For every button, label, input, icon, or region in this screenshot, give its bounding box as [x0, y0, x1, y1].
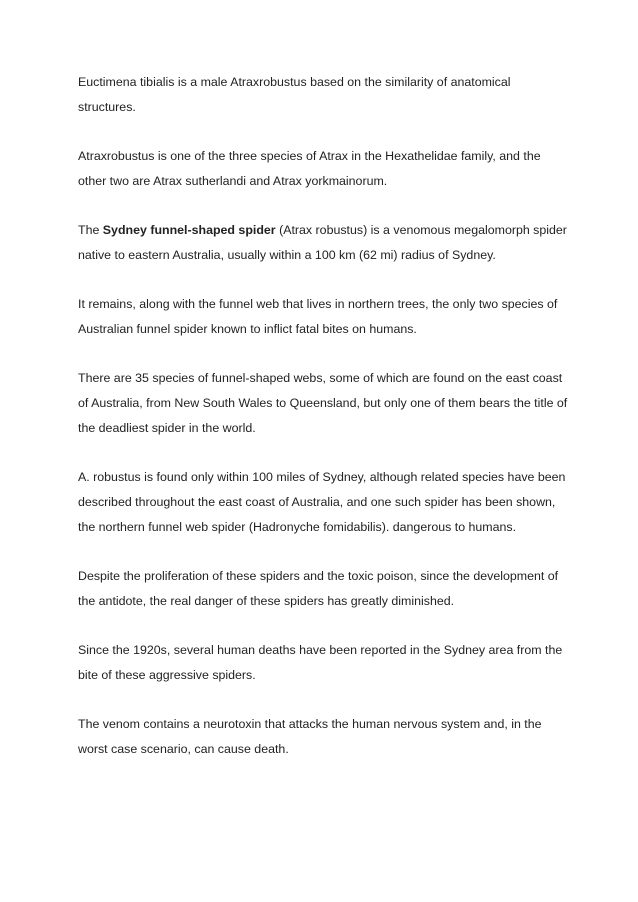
paragraph-3: [78, 218, 568, 268]
paragraph-3-prefix: The: [78, 223, 103, 237]
paragraph-2: Atraxrobustus is one of the three species of Atrax in the Hexathelidae family, and the other two are Atrax sutherlandi and Atrax yorkmainorum.: [78, 149, 541, 188]
document-body: [78, 70, 568, 786]
paragraph-5: There are 35 species of funnel-shaped webs, some of which are found on the east coast of Australia, from New South Wales to Queensland, but only one of them bears the title of the deadliest spider in the world.: [78, 371, 568, 435]
paragraph-6: A. robustus is found only within 100 miles of Sydney, although related species have been described throughout the east coast of Australia, and one such spider has been shown, the northern funnel web spider (Hadronyche fomidabilis). dangerous to humans.: [78, 470, 566, 534]
paragraph-1: Euctimena tibialis is a male Atraxrobustus based on the similarity of anatomical structures.: [78, 75, 511, 114]
paragraph-3-bold-term: Sydney funnel-shaped spider: [102, 223, 276, 237]
paragraph-7: Despite the proliferation of these spiders and the toxic poison, since the development of the antidote, the real danger of these spiders has greatly diminished.: [78, 569, 559, 608]
paragraph-3-suffix: (Atrax robustus) is a venomous megalomorph spider native to eastern Australia, usually within a 100 km (62 mi) radius of Sydney.: [78, 223, 567, 262]
paragraph-8: Since the 1920s, several human deaths have been reported in the Sydney area from the bite of these aggressive spiders.: [78, 643, 563, 682]
paragraph-9: The venom contains a neurotoxin that attacks the human nervous system and, in the worst case scenario, can cause death.: [78, 717, 542, 756]
paragraph-4: It remains, along with the funnel web that lives in northern trees, the only two species of Australian funnel spider known to inflict fatal bites on humans.: [78, 297, 558, 336]
